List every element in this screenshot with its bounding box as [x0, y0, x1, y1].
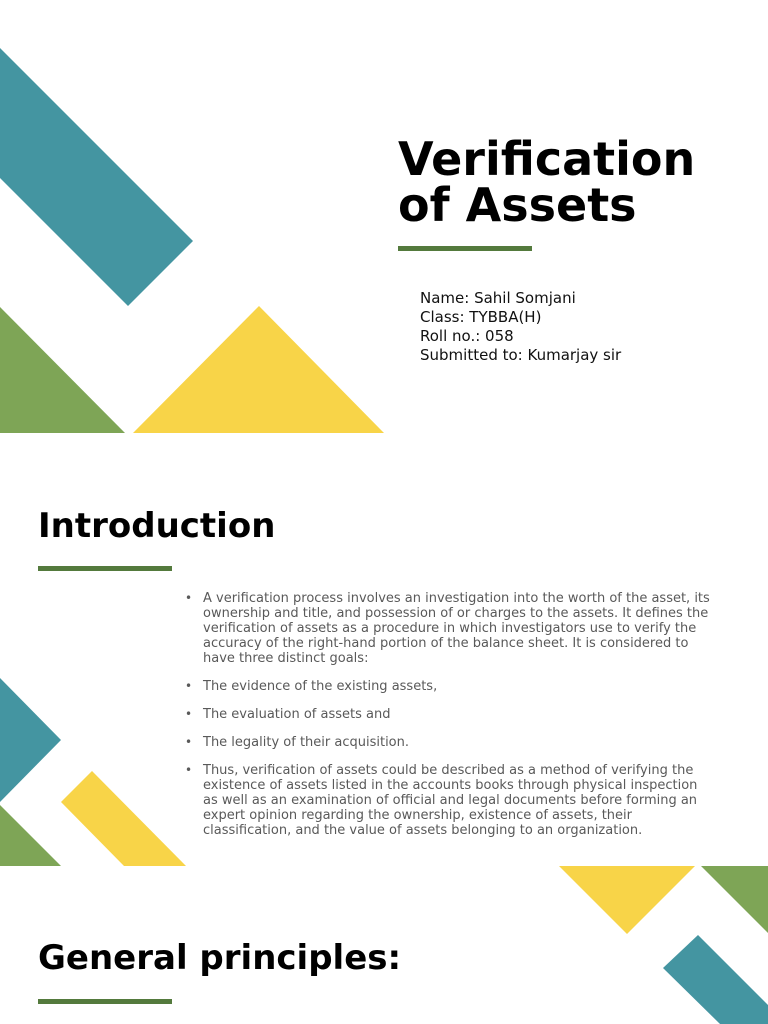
bullet-icon: • [185, 591, 193, 605]
green-triangle [0, 307, 125, 433]
list-item-text: The evidence of the existing assets, [203, 679, 438, 694]
list-item [185, 679, 715, 694]
teal-diagonal-band [663, 935, 768, 1024]
list-item-text: The evaluation of assets and [203, 707, 391, 722]
green-triangle [701, 866, 768, 933]
bullet-icon: • [185, 763, 193, 777]
author-info [420, 289, 621, 365]
yellow-inverted-triangle [559, 866, 695, 934]
bullet-icon: • [185, 735, 193, 749]
yellow-triangle [133, 306, 384, 433]
introduction-heading: Introduction [38, 506, 276, 546]
list-item-text: A verification process involves an investigation into the worth of the asset, its ownership and title, and possession of or charges to the assets. It defines the verification of assets as a procedure in which investigators use to verify the accuracy of the right-hand portion of the balance sheet. It is considered to have three distinct goals: [203, 591, 710, 666]
title-line-2: of Assets [398, 178, 637, 232]
author-roll-number: Roll no.: 058 [420, 327, 514, 345]
list-item [185, 707, 715, 722]
general-principles-heading: General principles: [38, 938, 402, 978]
list-item-text: The legality of their acquisition. [203, 735, 410, 750]
title-accent-bar [398, 246, 532, 251]
green-triangle [0, 805, 61, 866]
bullet-icon: • [185, 707, 193, 721]
presentation-title [398, 132, 696, 232]
general-principles-slide [0, 866, 768, 1024]
title-line-1: Verification [398, 132, 696, 186]
title-slide [0, 0, 768, 433]
introduction-slide [0, 433, 768, 866]
bullet-icon: • [185, 679, 193, 693]
introduction-bullet-list [185, 591, 715, 851]
list-item [185, 763, 715, 838]
general-principles-accent-bar [38, 999, 172, 1004]
submitted-to: Submitted to: Kumarjay sir [420, 346, 622, 364]
teal-diagonal-band [0, 48, 193, 306]
author-class: Class: TYBBA(H) [420, 308, 542, 326]
introduction-accent-bar [38, 566, 172, 571]
teal-chevron [0, 678, 61, 802]
list-item [185, 591, 715, 666]
yellow-diagonal-band [61, 771, 186, 866]
author-name: Name: Sahil Somjani [420, 289, 576, 307]
list-item-text: Thus, verification of assets could be described as a method of verifying the existence of assets listed in the accounts books through physical inspection as well as an examination of official and legal documents before forming an expert opinion regarding the ownership, existence of assets, their classification, and the value of assets belonging to an organization. [203, 763, 698, 838]
list-item [185, 735, 715, 750]
